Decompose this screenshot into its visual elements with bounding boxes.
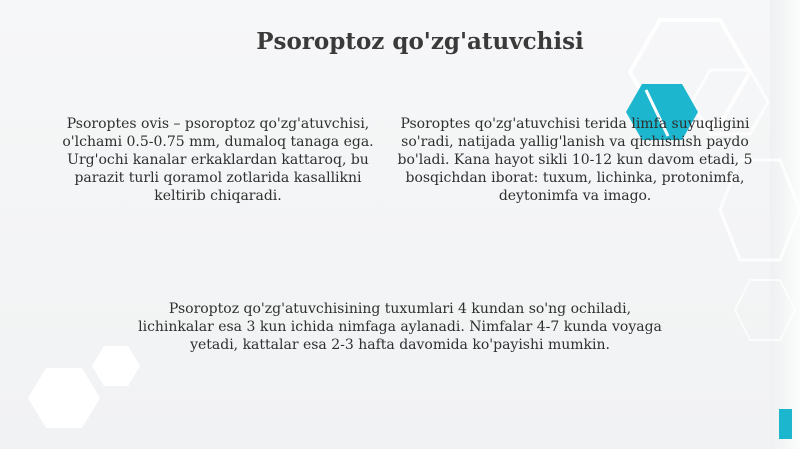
paragraph-left: Psoroptes ovis – psoroptoz qo'zg'atuvchisi, o'lchami 0.5-0.75 mm, dumaloq tanaga ega. Urg'ochi kanalar erkaklardan kattaroq, bu parazit turli qoramol zotlarida kasallikni keltirib chiqaradi. xyxy=(62,116,374,204)
accent-bar xyxy=(779,409,792,439)
paragraph-bottom: Psoroptoz qo'zg'atuvchisining tuxumlari 4 kundan so'ng ochiladi, lichinkalar esa 3 kun ichida nimfaga aylanadi. Nimfalar 4-7 kunda voyaga yetadi, kattalar esa 2-3 hafta davomida ko'payishi mumkin. xyxy=(138,301,662,353)
slide-title: Psoroptoz qo'zg'atuvchisi xyxy=(256,28,584,55)
paragraph-right: Psoroptes qo'zg'atuvchisi terida limfa suyuqligini so'radi, natijada yallig'lanish va qichishish paydo bo'ladi. Kana hayot sikli 10-12 kun davom etadi, 5 bosqichdan iborat: tuxum, lichinka, protonimfa, deytonimfa va imago. xyxy=(397,116,753,204)
white-hexagon-decoration xyxy=(24,340,144,440)
